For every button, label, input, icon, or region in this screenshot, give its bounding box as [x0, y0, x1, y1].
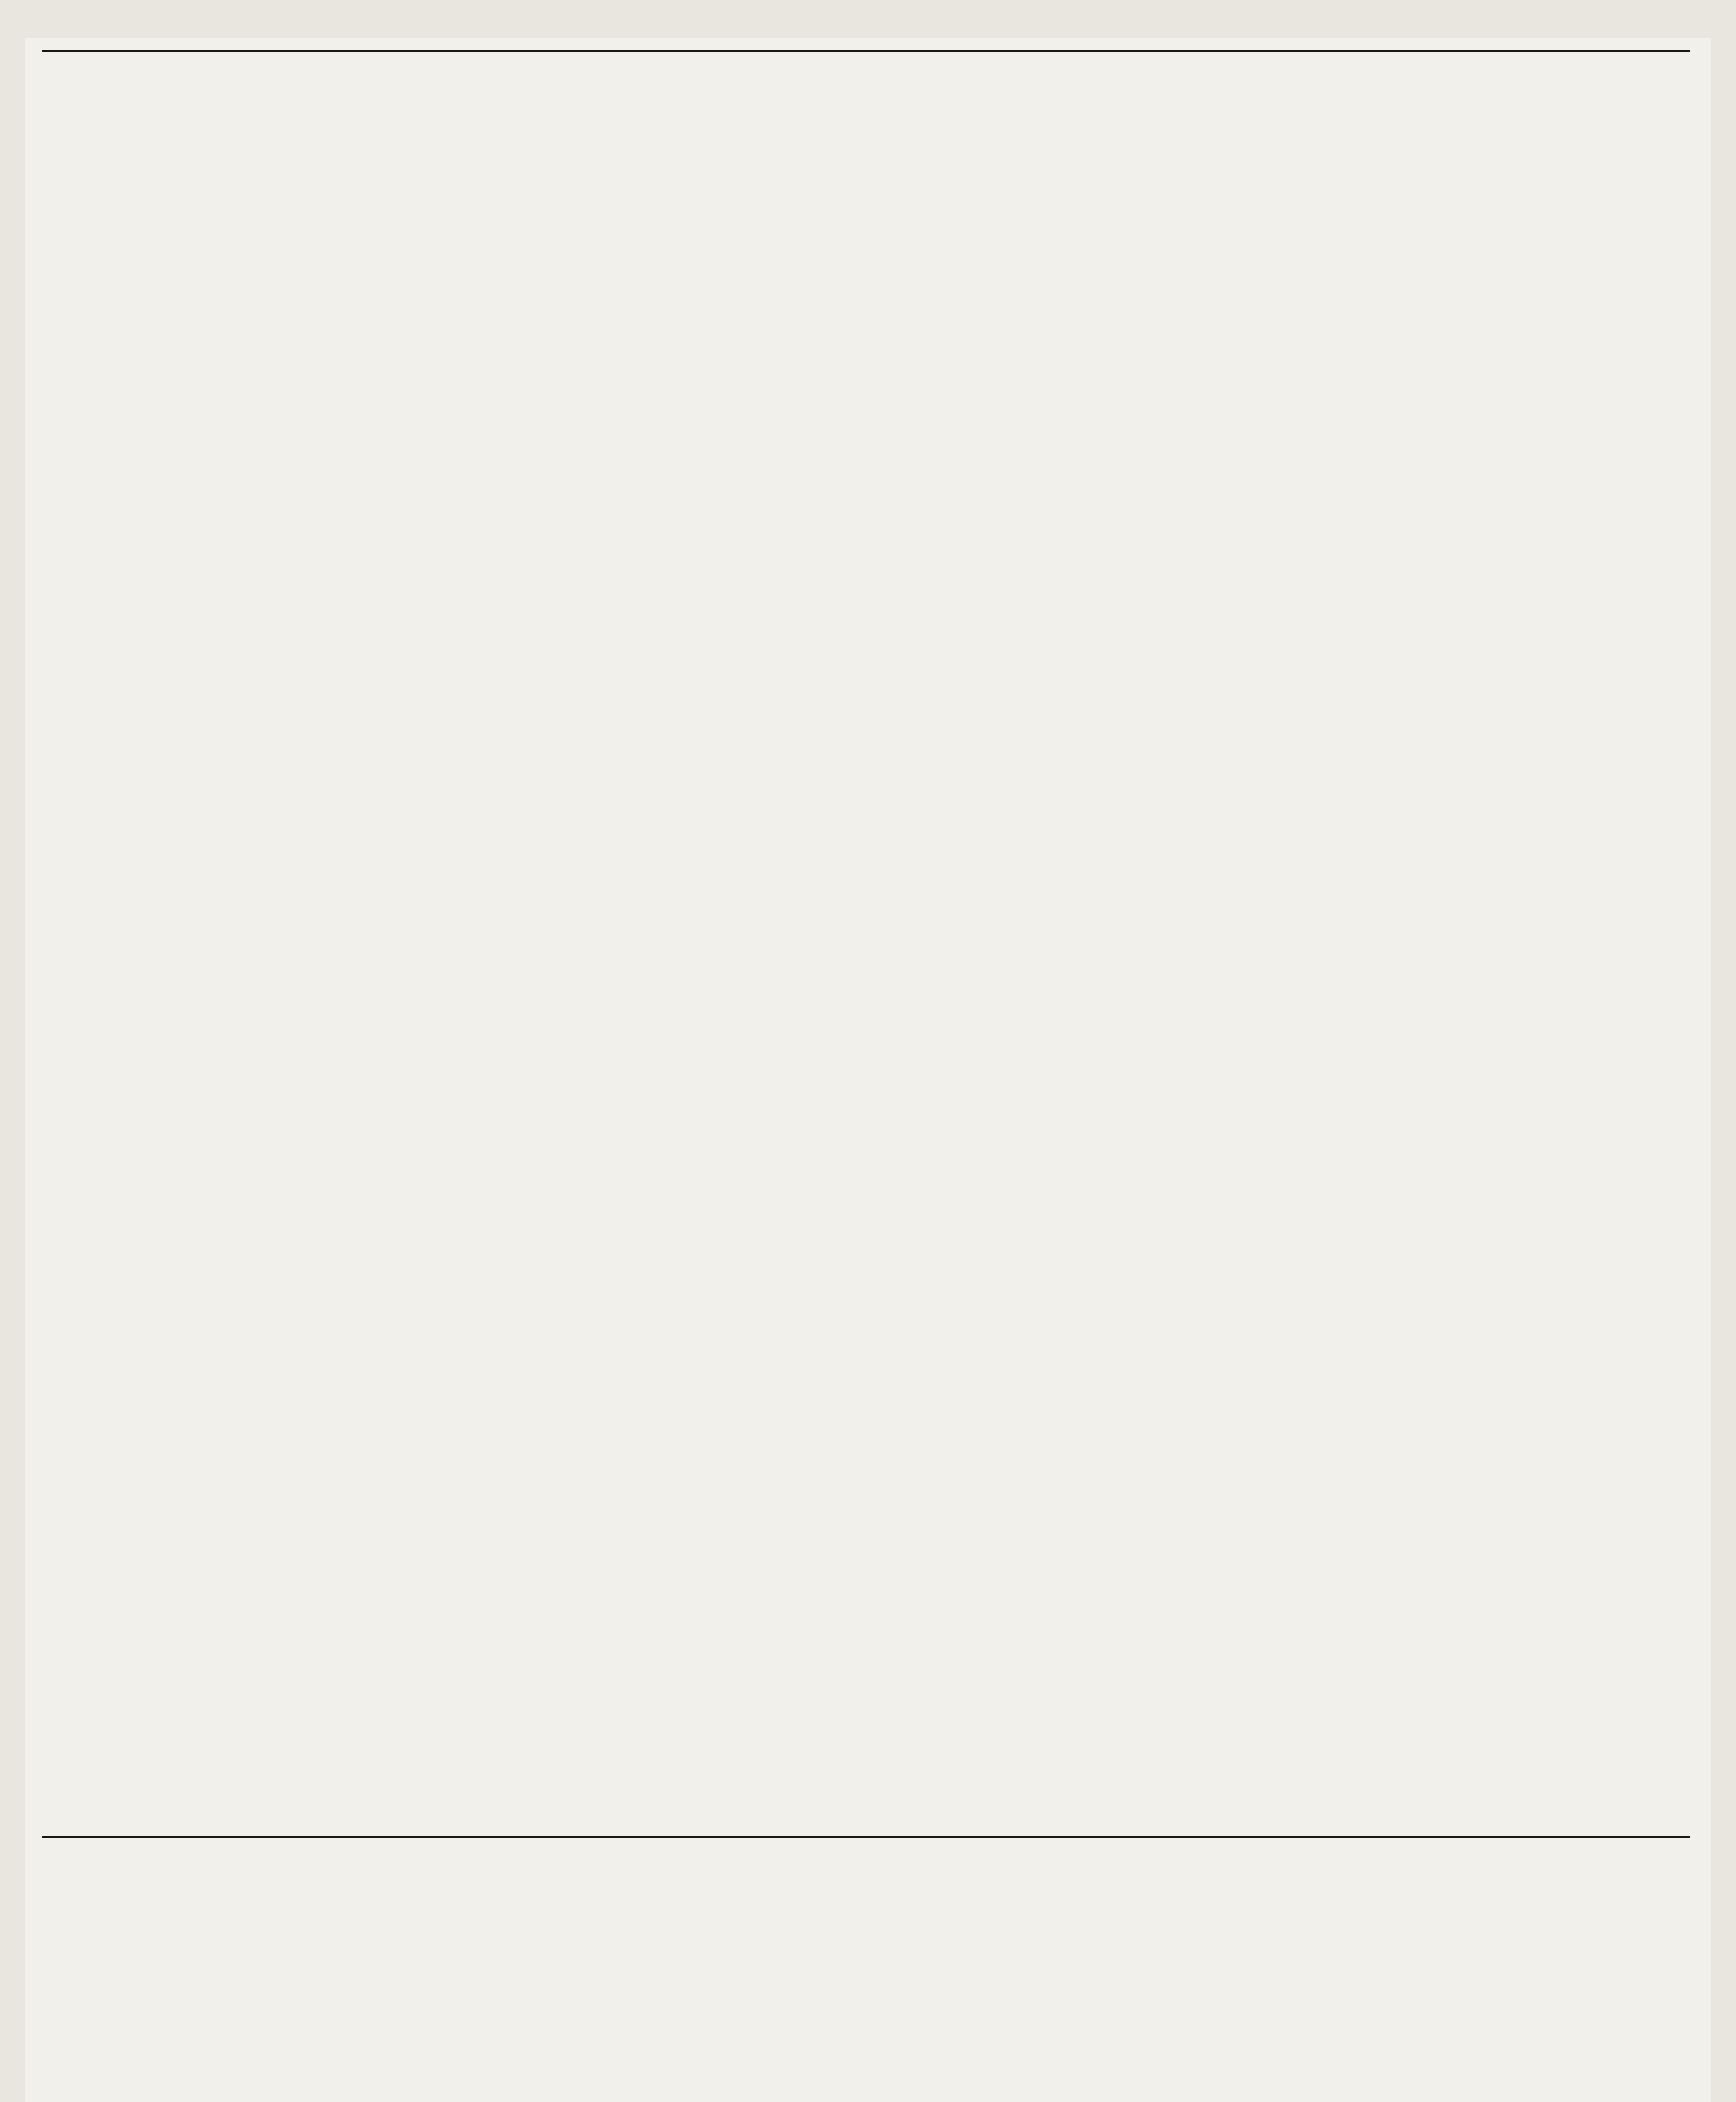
section-divider	[42, 1836, 1690, 1838]
header-rule	[42, 50, 1690, 52]
page-header	[25, 13, 1711, 42]
newspaper-page	[25, 38, 1711, 2102]
